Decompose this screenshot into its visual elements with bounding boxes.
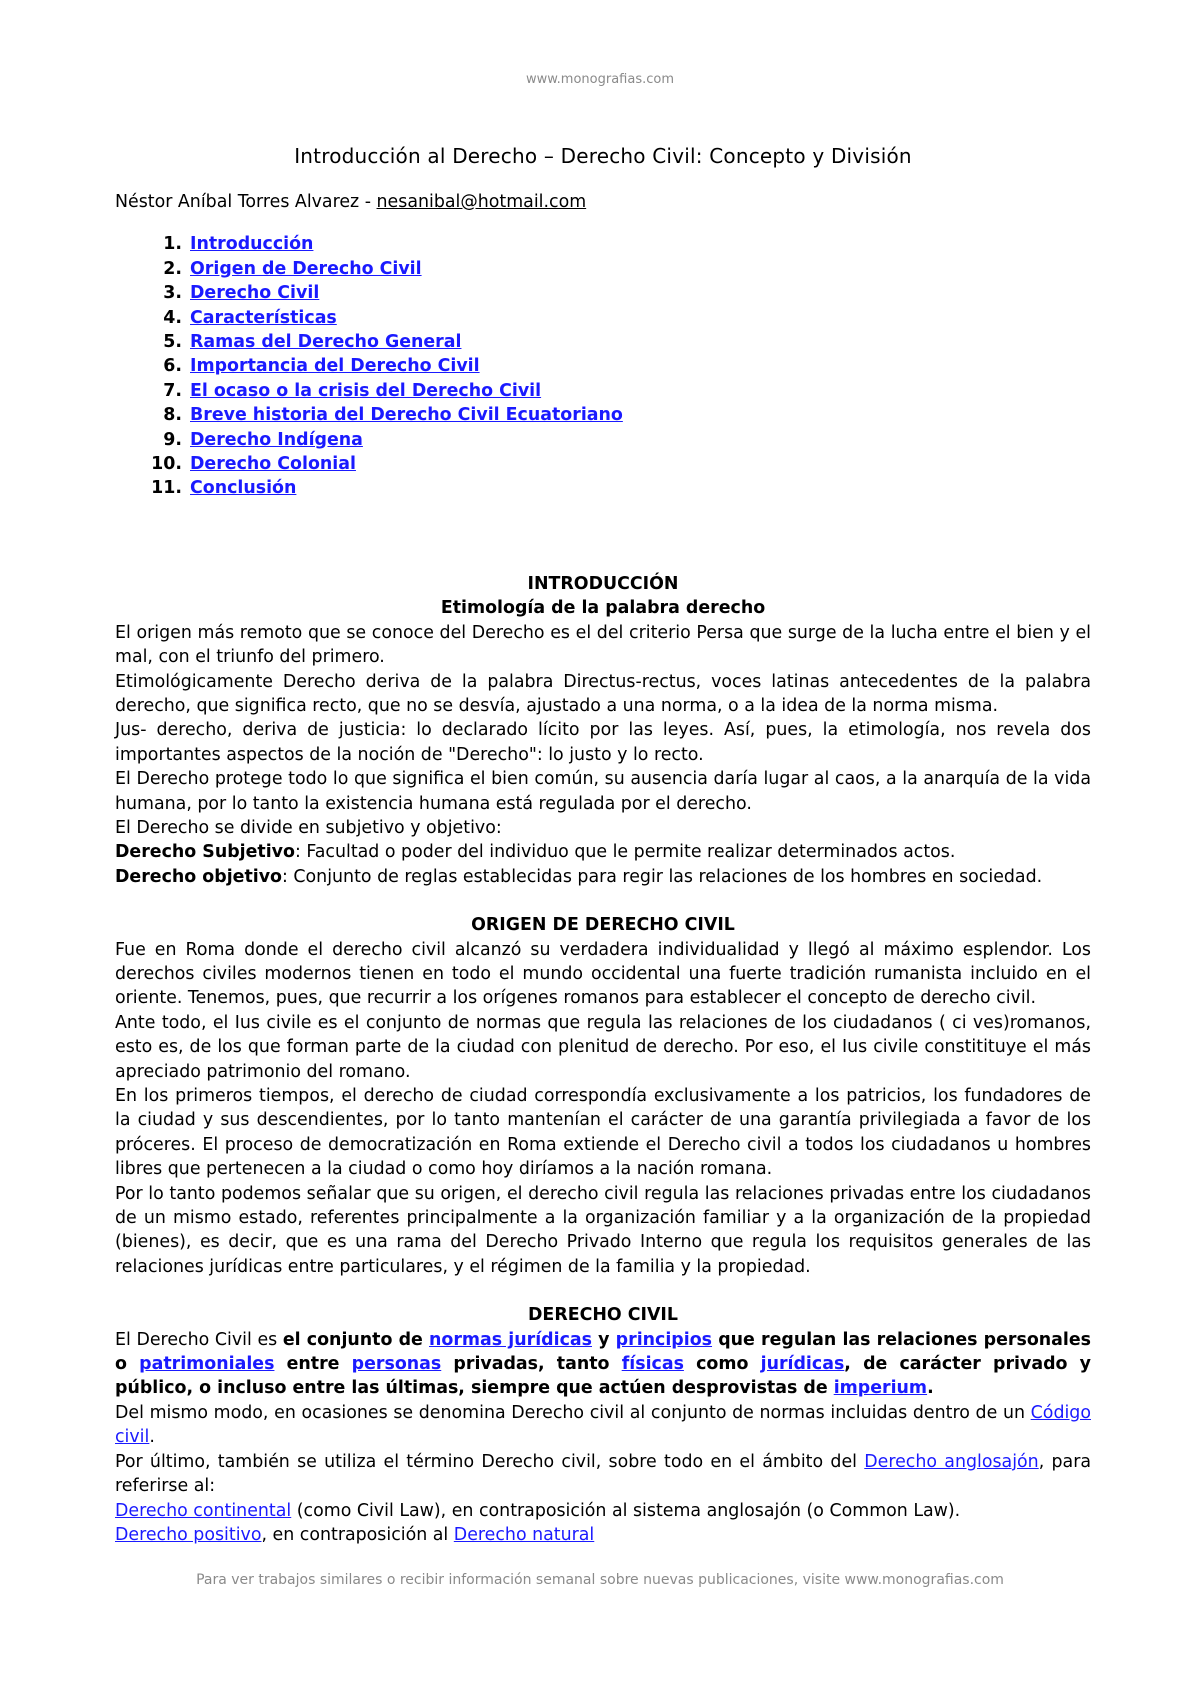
text-span: , en contraposición al bbox=[261, 1524, 454, 1545]
link-derecho-anglosajon[interactable]: Derecho anglosajón bbox=[864, 1451, 1039, 1472]
paragraph: En los primeros tiempos, el derecho de ciudad correspondía exclusivamente a los patricios, los fundadores de la ciudad y sus descendientes, por lo tanto mantenían el carácter de una garantía privilegiada a favor de los próceres. El proceso de democratización en Roma extiende el Derecho civil a todos los ciudadanos u hombres libres que pertenecen a la ciudad o como hoy diríamos a la nación romana. bbox=[115, 1086, 1091, 1180]
table-of-contents bbox=[115, 232, 1091, 500]
paragraph: El origen más remoto que se conoce del Derecho es el del criterio Persa que surge de la lucha entre el bien y el mal, con el triunfo del primero. bbox=[115, 622, 1091, 668]
text-span: Por último, también se utiliza el término Derecho civil, sobre todo en el ámbito del bbox=[115, 1451, 865, 1472]
text-span: que regulan las relaciones personales o bbox=[115, 1329, 1091, 1375]
site-header[interactable]: www.monografias.com bbox=[525, 72, 675, 87]
toc-item bbox=[188, 330, 1091, 354]
toc-item bbox=[188, 306, 1091, 330]
paragraph bbox=[115, 1450, 1091, 1499]
paragraph bbox=[115, 1499, 1091, 1523]
text-span: , de carácter privado y público, o incluso entre las últimas, siempre que actúen desprovistas de bbox=[115, 1354, 1091, 1399]
paragraph: Jus- derecho, deriva de justicia: lo declarado lícito por las leyes. Así, pues, la etimología, nos revela dos importantes aspectos de la noción de "Derecho": lo justo y lo recto. bbox=[115, 720, 1091, 765]
document-title: Introducción al Derecho – Derecho Civil: Concepto y División bbox=[294, 144, 912, 168]
toc-link-conclusion[interactable]: Conclusión bbox=[190, 478, 297, 499]
text-span: , para referirse al: bbox=[115, 1451, 1092, 1497]
text-span: privadas, tanto bbox=[441, 1354, 622, 1375]
toc-item bbox=[188, 403, 1091, 427]
toc-link-introduccion[interactable]: Introducción bbox=[190, 234, 314, 255]
paragraph: El Derecho se divide en subjetivo y objetivo: bbox=[115, 817, 502, 838]
text-span: el conjunto de bbox=[282, 1329, 430, 1350]
link-derecho-positivo[interactable]: Derecho positivo bbox=[115, 1524, 262, 1545]
toc-item bbox=[188, 281, 1091, 305]
toc-item bbox=[188, 257, 1091, 281]
text-span: y bbox=[591, 1329, 616, 1350]
paragraph: El Derecho protege todo lo que significa el bien común, su ausencia daría lugar al caos, a la anarquía de la vida humana, por lo tanto la existencia humana está regulada por el derecho. bbox=[115, 769, 1091, 814]
definition-objetivo bbox=[115, 865, 1091, 889]
paragraph bbox=[115, 1401, 1091, 1450]
section-title-introduccion: INTRODUCCIÓN bbox=[527, 573, 679, 594]
text-span: como bbox=[683, 1354, 761, 1375]
toc-link-ramas[interactable]: Ramas del Derecho General bbox=[190, 332, 462, 353]
section-subtitle-etimologia: Etimología de la palabra derecho bbox=[440, 598, 766, 619]
text-span: . bbox=[927, 1378, 934, 1399]
toc-item bbox=[188, 452, 1091, 476]
term-subjetivo: Derecho Subjetivo bbox=[115, 842, 295, 863]
text-span: Del mismo modo, en ocasiones se denomina Derecho civil al conjunto de normas incluidas dentro de un bbox=[115, 1402, 1031, 1423]
link-principios[interactable]: principios bbox=[615, 1329, 713, 1350]
paragraph: Etimológicamente Derecho deriva de la palabra Directus-rectus, voces latinas antecedentes de la palabra derecho, que significa recto, que no se desvía, ajustado a una norma, o a la idea de la norma misma. bbox=[115, 671, 1091, 716]
toc-link-caracteristicas[interactable]: Características bbox=[190, 307, 337, 328]
toc-item bbox=[188, 354, 1091, 378]
term-objetivo: Derecho objetivo bbox=[115, 866, 283, 887]
link-codigo-civil[interactable]: Código civil bbox=[115, 1402, 1091, 1448]
link-normas-juridicas[interactable]: normas jurídicas bbox=[429, 1329, 592, 1350]
author-name: Néstor Aníbal Torres Alvarez - bbox=[115, 192, 377, 212]
paragraph: Por lo tanto podemos señalar que su origen, el derecho civil regula las relaciones privadas entre los ciudadanos de un mismo estado, referentes principalmente a la organización familiar y a la organización de la propiedad (bienes), es decir, que es una rama del Derecho Privado Interno que regula los requisitos generales de las relaciones jurídicas entre particulares, y el régimen de la familia y la propiedad. bbox=[115, 1183, 1091, 1277]
toc-item bbox=[188, 476, 1091, 500]
toc-link-indigena[interactable]: Derecho Indígena bbox=[190, 429, 363, 450]
section-title-derecho-civil: DERECHO CIVIL bbox=[528, 1305, 678, 1326]
link-personas[interactable]: personas bbox=[351, 1354, 442, 1375]
paragraph bbox=[115, 1523, 1091, 1547]
paragraph-definition bbox=[115, 1328, 1091, 1401]
link-fisicas[interactable]: físicas bbox=[621, 1354, 684, 1375]
toc-link-colonial[interactable]: Derecho Colonial bbox=[190, 454, 356, 475]
text-span: . bbox=[149, 1427, 155, 1448]
link-derecho-natural[interactable]: Derecho natural bbox=[453, 1524, 595, 1545]
link-imperium[interactable]: imperium bbox=[833, 1378, 928, 1399]
text-span: entre bbox=[274, 1354, 352, 1375]
section-title-origen: ORIGEN DE DERECHO CIVIL bbox=[471, 915, 735, 936]
toc-link-derecho-civil[interactable]: Derecho Civil bbox=[190, 283, 320, 304]
paragraph: Ante todo, el Ius civile es el conjunto de normas que regula las relaciones de los ciudadanos ( ci ves)romanos, esto es, de los que forman parte de la ciudad con plenitud de derecho. Por eso, el Ius civile constitituye el más apreciado patrimonio del romano. bbox=[115, 1012, 1091, 1082]
toc-link-ocaso[interactable]: El ocaso o la crisis del Derecho Civil bbox=[190, 380, 542, 401]
toc-item bbox=[188, 232, 1091, 256]
link-derecho-continental[interactable]: Derecho continental bbox=[115, 1500, 292, 1521]
link-juridicas[interactable]: jurídicas bbox=[760, 1354, 845, 1375]
page-footer: Para ver trabajos similares o recibir información semanal sobre nuevas publicaciones, visite www.monografias.com bbox=[196, 1572, 1004, 1588]
toc-item bbox=[188, 379, 1091, 403]
toc-link-historia[interactable]: Breve historia del Derecho Civil Ecuatoriano bbox=[190, 405, 623, 426]
toc-link-origen[interactable]: Origen de Derecho Civil bbox=[190, 258, 422, 279]
definition-text: : Facultad o poder del individuo que le permite realizar determinados actos. bbox=[294, 842, 956, 863]
definition-text: : Conjunto de reglas establecidas para regir las relaciones de los hombres en sociedad. bbox=[282, 866, 1043, 887]
definition-subjetivo bbox=[115, 840, 1091, 864]
text-span: (como Civil Law), en contraposición al sistema anglosajón (o Common Law). bbox=[291, 1500, 961, 1521]
author-line bbox=[115, 190, 1091, 214]
author-email-link[interactable]: nesanibal@hotmail.com bbox=[376, 192, 587, 212]
document-content bbox=[115, 142, 1091, 1547]
paragraph: Fue en Roma donde el derecho civil alcanzó su verdadera individualidad y llegó al máximo esplendor. Los derechos civiles modernos tienen en todo el mundo occidental una fuerte tradición rumanista incluido en el oriente. Tenemos, pues, que recurrir a los orígenes romanos para establecer el concepto de derecho civil. bbox=[115, 939, 1091, 1009]
toc-item bbox=[188, 428, 1091, 452]
link-patrimoniales[interactable]: patrimoniales bbox=[139, 1354, 275, 1375]
text-span: El Derecho Civil es bbox=[115, 1329, 283, 1350]
toc-link-importancia[interactable]: Importancia del Derecho Civil bbox=[190, 356, 480, 377]
